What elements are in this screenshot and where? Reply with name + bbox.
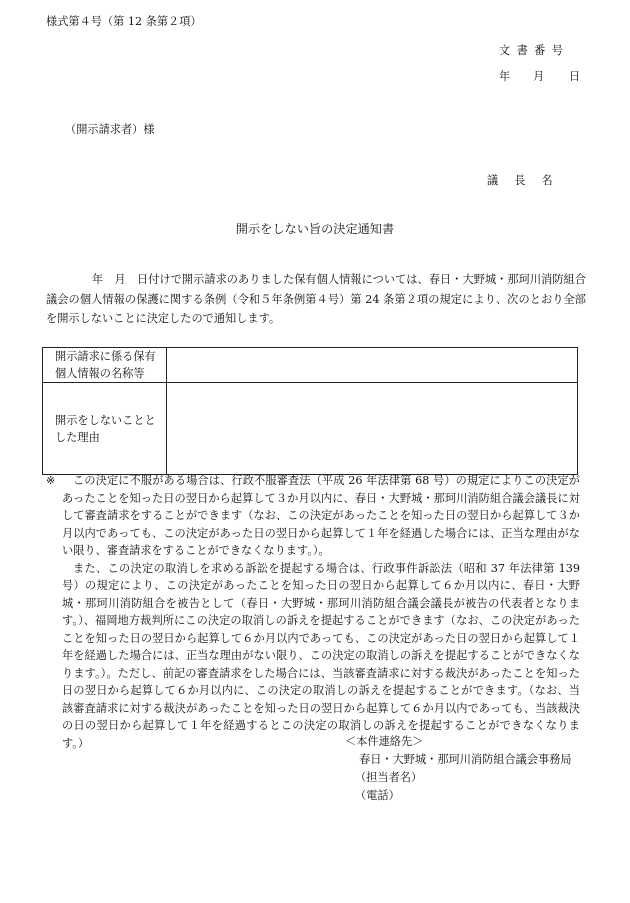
contact-person: （担当者名） [355, 771, 423, 784]
contact-heading: ＜本件連絡先＞ [345, 735, 424, 748]
contact-office: 春日・大野城・那珂川消防組合議会事務局 [359, 753, 572, 766]
note-mark: ※ [46, 474, 56, 487]
info-table [42, 347, 578, 475]
body-paragraph: 年 月 日付けで開示請求のありました保有個人情報については、春日・大野城・那珂川消防組合議会の個人情報の保護に関する条例（令和５年条例第４号）第 24 条第２項の規定により、次のとおり全部を開示しないことに決定したので通知します。 [46, 273, 586, 325]
table-row [43, 383, 578, 475]
table-row [43, 348, 578, 383]
note-body [62, 472, 580, 752]
table-label-info-name: 開示請求に係る保有個人情報の名称等 [43, 348, 167, 383]
table-label-reason: 開示をしないこととした理由 [43, 383, 167, 475]
table-value-reason [167, 383, 578, 475]
date-month: 月 [533, 70, 545, 83]
contact-block [345, 733, 572, 805]
date-year: 年 [499, 70, 511, 83]
form-number: 様式第４号（第 12 条第２項） [46, 15, 202, 28]
document-title: 開示をしない旨の決定通知書 [235, 222, 395, 236]
document-number-label: 文書番号 [499, 44, 570, 57]
note-paragraph-lawsuit: また、この決定の取消しを求める訴訟を提起する場合は、行政事件訴訟法（昭和 37 年法律第 139 号）の規定により、この決定があったことを知った日の翌日から起算して６か月以内に、春日・大野城・那珂川消防組合を被告として（春日・大野城・那珂川消防組合議会議長が被告の代表者となります。）、福岡地方裁判所にこの決定の取消しの訴えを提起することができます（なお、この決定があったことを知った日の翌日から起算して６か月以内であっても、この決定があった日の翌日から起算して１年を経過した場合には、正当な理由がない限り、この決定の取消しの訴えを提起することができなくなります。）。ただし、前記の審査請求をした場合には、当該審査請求に対する裁決があったことを知った日の翌日から起算して６か月以内に、この決定の取消しの訴えを提起することができます。（なお、当該審査請求に対する裁決があったことを知った日の翌日から起算して６か月以内であっても、当該裁決の日の翌日から起算して１年を経過するとこの決定の取消しの訴えを提起することができなくなります。） [62, 561, 580, 750]
date-day: 日 [569, 70, 581, 83]
recipient: （開示請求者）様 [65, 123, 155, 136]
note-paragraph-appeal: この決定に不服がある場合は、行政不服審査法（平成 26 年法律第 68 号）の規定によりこの決定があったことを知った日の翌日から起算して３か月以内に、春日・大野城・那珂川消防組合議会議長に対して審査請求をすることができます（なお、この決定があったことを知った日の翌日から起算して３か月以内であっても、この決定があった日の翌日から起算して１年を経過した場合には、正当な理由がない限り、審査請求をすることができなくなります。）。 [62, 474, 580, 557]
chairperson-name: 議長名 [487, 174, 569, 187]
notes-section [46, 472, 580, 752]
contact-phone: （電話） [355, 789, 400, 802]
table-value-info-name [167, 348, 578, 383]
